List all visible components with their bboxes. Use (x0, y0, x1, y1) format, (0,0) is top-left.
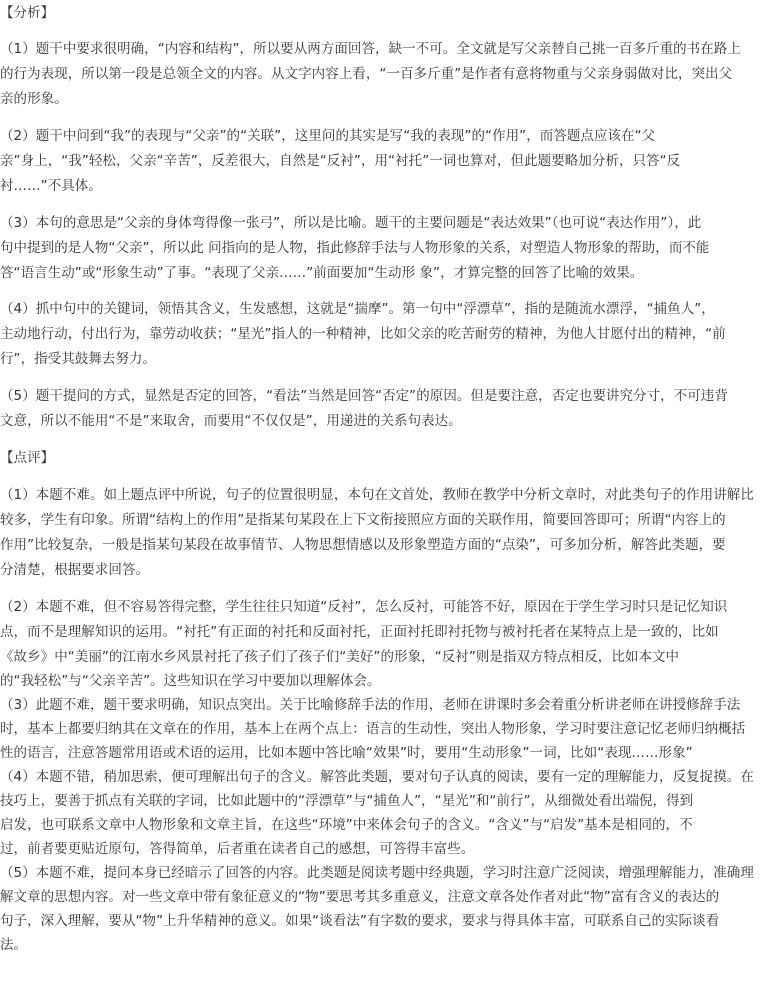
analysis-3-line-3: 答“语言生动”或“形象生动”了事。“表现了父亲……”前面要加“生动形 象”，才算完整的回答了比喻的效果。 (0, 265, 644, 281)
comment-2-line-4: 的“我轻松”与“父亲辛苦”。这些知识在学习中要加以理解体会。 (0, 673, 381, 689)
analysis-4-line-3: 行”，指受其鼓舞去努力。 (0, 351, 157, 367)
section-heading-comment: 【点评】 (0, 450, 55, 466)
analysis-1-line-2: 的行为表现，所以第一段是总领全文的内容。从文字内容上看，“一百多斤重”是作者有意将物重与父亲身弱做对比，突出父 (0, 66, 733, 82)
analysis-2-line-2: 亲”身上，“我”轻松，父亲“辛苦”，反差很大，自然是“反衬”，用“衬托”一词也算对，但此题要略加分析，只答“反 (0, 153, 681, 169)
analysis-4-line-1: （4）抓中句中的关键词，领悟其含义，生发感想，这就是“揣摩”。第一句中“浮漂草”，指的是随流水漂浮，“捕鱼人”， (0, 301, 715, 317)
comment-1-line-2: 较多，学生有印象。所谓“结构上的作用”是指某句某段在上下文衔接照应方面的关联作用，简要回答即可；所谓“内容上的 (0, 512, 726, 528)
comment-5-line-1: （5）本题不难，提问本身已经暗示了回答的内容。此类题是阅读考题中经典题，学习时注意广泛阅读，增强理解能力，准确理 (0, 865, 754, 881)
analysis-1-line-3: 亲的形象。 (0, 91, 68, 107)
comment-3-line-2: 时，基本上都要归纳其在文章在的作用，基本上在两个点上：语言的生动性，突出人物形象，学习时要注意记忆老师归纳概括 (0, 721, 746, 737)
comment-4-line-3: 启发，也可联系文章中人物形象和文章主旨，在这些“环境”中来体会句子的含义。“含义”与“启发”基本是相同的，不 (0, 817, 693, 833)
comment-3-line-1: （3）此题不难，题干要求明确，知识点突出。关于比喻修辞手法的作用，老师在讲课时多会着重分析讲老师在讲授修辞手法 (0, 697, 741, 713)
analysis-1-line-1: （1）题干中要求很明确，“内容和结构”，所以要从两方面回答，缺一不可。全文就是写父亲替自己挑一百多斤重的书在路上 (0, 41, 741, 57)
analysis-3-line-2: 句中提到的是人物“父亲”，所以此 问指向的是人物，指此修辞手法与人物形象的关系，对塑造人物形象的帮助，而不能 (0, 240, 710, 256)
comment-2-line-1: （2）本题不难，但不容易答得完整，学生往往只知道“反衬”，怎么反衬，可能答不好，原因在于学生学习时只是记忆知识 (0, 599, 728, 615)
comment-5-line-2: 解文章的思想内容。对一些文章中带有象征意义的“物”要思考其多重意义，注意文章各处作者对此“物”富有含义的表达的 (0, 889, 720, 905)
comment-4-line-4: 过，前者要更贴近原句，答得简单，后者重在读者自己的感想，可答得丰富些。 (0, 841, 475, 857)
comment-4-line-1: （4）本题不错，稍加思索，便可理解出句子的含义。解答此类题，要对句子认真的阅读，要有一定的理解能力，反复捉摸。在 (0, 769, 754, 785)
comment-2-line-3: 《故乡》中“美丽”的江南水乡风景衬托了孩子们了孩子们“美好”的形象，“反衬”则是指双方特点相反，比如本文中 (0, 649, 680, 665)
analysis-5-line-1: （5）题干提问的方式，显然是否定的回答，“看法”当然是回答“否定”的原因。但是要注意，否定也要讲究分寸，不可违背 (0, 388, 728, 404)
comment-1-line-3: 作用”比较复杂，一般是指某句某段在故事情节、人物思想情感以及形象塑造方面的“点染”，可多加分析，解答此类题，要 (0, 537, 726, 553)
comment-5-line-3: 句子，深入理解，要从“物”上升华精神的意义。如果“谈看法”有字数的要求，要求与得具体丰富，可联系自己的实际谈看 (0, 913, 720, 929)
analysis-5-line-2: 文意，所以不能用“不是”来取舍，而要用“不仅仅是”，用递进的关系句表达。 (0, 413, 462, 429)
analysis-3-line-1: （3）本句的意思是“父亲的身体弯得像一张弓”，所以是比喻。题干的主要问题是“表达效果”（也可说“表达作用”），此 (0, 215, 702, 231)
analysis-4-line-2: 主动地行动，付出行为，靠劳动收获；“星光”指人的一种精神，比如父亲的吃苦耐劳的精神，为他人甘愿付出的精神，“前 (0, 326, 726, 342)
comment-1-line-4: 分清楚，根据要求回答。 (0, 562, 150, 578)
comment-3-line-3: 性的语言，注意答题常用语或术语的运用，比如本题中答比喻“效果”时，要用“生动形象”一词，比如“表现……形象” (0, 745, 693, 761)
comment-2-line-2: 点，而不是理解知识的运用。“衬托”有正面的衬托和反面衬托，正面衬托即衬托物与被衬托者在某特点上是一致的，比如 (0, 624, 719, 640)
comment-4-line-2: 技巧上，要善于抓点有关联的字词，比如此题中的“浮漂草”与“捕鱼人”，“星光”和“前行”，从细微处看出端倪，得到 (0, 793, 694, 809)
comment-5-line-4: 法。 (0, 937, 28, 953)
analysis-2-line-1: （2）题干中问到“我”的表现与“父亲”的“关联”，这里问的其实是写“我的表现”的“作用”，而答题点应该在“父 (0, 128, 656, 144)
comment-1-line-1: （1）本题不难。如上题点评中所说，句子的位置很明显，本句在文首处，教师在教学中分析文章时，对此类句子的作用讲解比 (0, 487, 754, 503)
analysis-2-line-3: 衬……”不具体。 (0, 178, 102, 194)
section-heading-analysis: 【分析】 (0, 5, 55, 21)
